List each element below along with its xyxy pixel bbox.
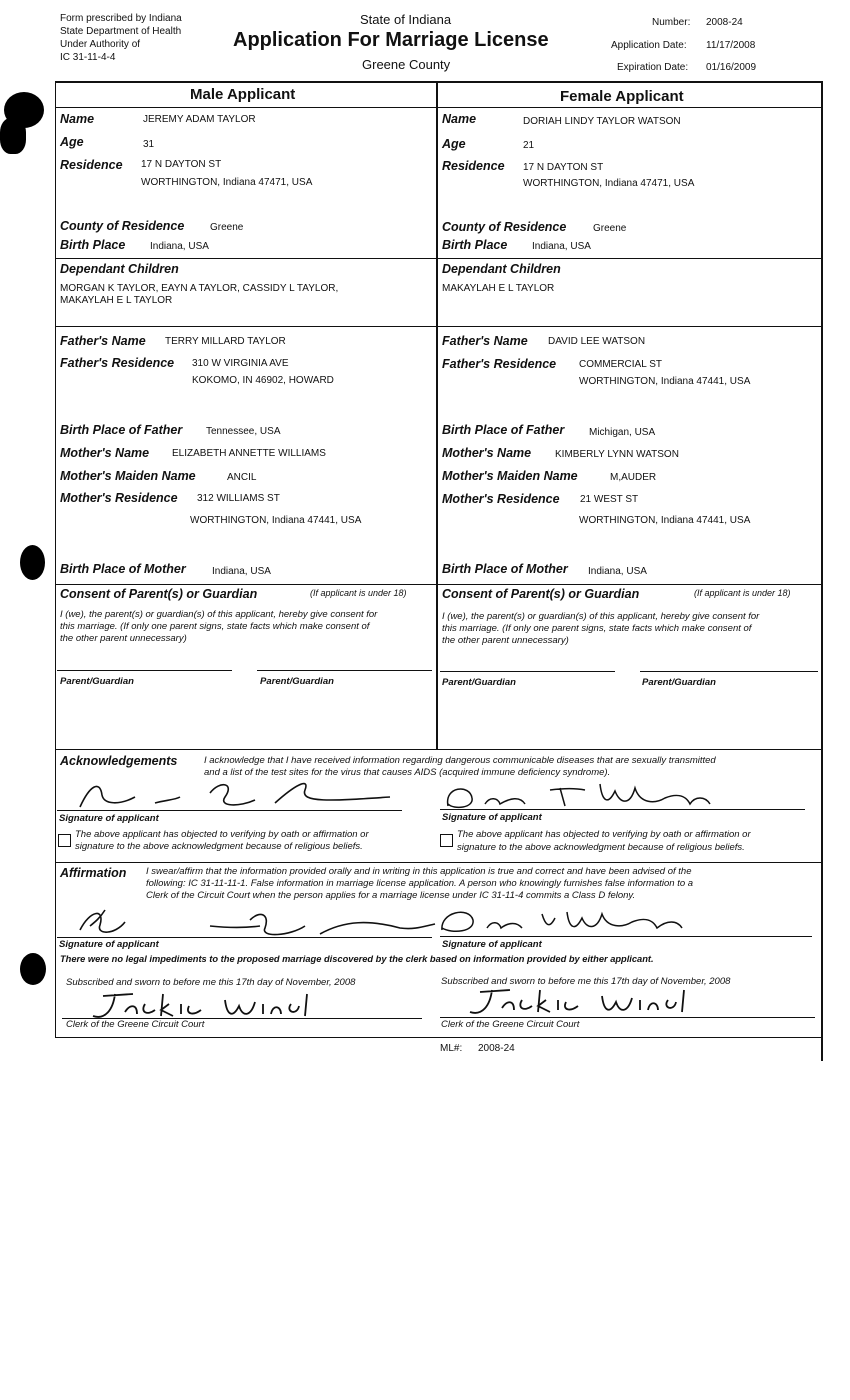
appdate-label: Application Date: — [611, 40, 687, 51]
male-consent-text-2: this marriage. (If only one parent signs, state facts which make consent of — [60, 621, 370, 632]
male-consent-text-3: the other parent unnecessary) — [60, 633, 187, 644]
male-guardian-label-1: Parent/Guardian — [60, 676, 134, 687]
female-father-birth-label: Birth Place of Father — [442, 423, 565, 437]
male-father-res-line1: 310 W VIRGINIA AVE — [192, 358, 289, 369]
ack-title: Acknowledgements — [60, 754, 178, 768]
female-maiden-value: M,AUDER — [610, 472, 657, 483]
male-mother-label: Mother's Name — [60, 446, 150, 460]
prescribed-line-2: State Department of Health — [60, 26, 182, 37]
male-affirm-sig-label: Signature of applicant — [59, 939, 159, 950]
female-mother-res-line2: WORTHINGTON, Indiana 47441, USA — [579, 515, 751, 526]
female-father-res-line2: WORTHINGTON, Indiana 47441, USA — [579, 376, 751, 387]
male-header: Male Applicant — [190, 86, 296, 103]
rule-under-headers — [55, 107, 823, 108]
male-mother-res-line1: 312 WILLIAMS ST — [197, 493, 280, 504]
female-affirm-sig-label: Signature of applicant — [442, 939, 542, 950]
female-guardian-line-2[interactable] — [640, 671, 818, 672]
female-father-label: Father's Name — [442, 334, 528, 348]
ack-text-1: I acknowledge that I have received information regarding dangerous communicable diseases that are sexually transmitted — [204, 755, 716, 766]
female-clerk-line[interactable] — [440, 1017, 815, 1018]
female-age-label: Age — [442, 137, 466, 151]
male-residence-line2: WORTHINGTON, Indiana 47471, USA — [141, 177, 313, 188]
female-residence-label: Residence — [442, 159, 505, 173]
affirm-text-2: following: IC 31-11-11-1. False information in marriage license application. A person who knowingly furnishes false information to a — [146, 878, 694, 889]
female-ack-sig-label: Signature of applicant — [442, 812, 542, 823]
female-county-label: County of Residence — [442, 220, 567, 234]
male-objected-checkbox[interactable] — [58, 834, 71, 847]
scan-blob-4 — [20, 953, 46, 985]
male-mother-birth-label: Birth Place of Mother — [60, 562, 186, 576]
column-divider — [436, 81, 438, 750]
male-ack-sig-line[interactable] — [57, 810, 402, 811]
male-birth-value: Indiana, USA — [150, 241, 209, 252]
affirm-text-3: Clerk of the Circuit Court when the person applies for a marriage license under IC 31-11-4 commits a Class D felony. — [146, 890, 636, 901]
female-objected-text-1: The above applicant has objected to verifying by oath or affirmation or — [457, 829, 751, 840]
female-consent-text-3: the other parent unnecessary) — [442, 635, 569, 646]
male-father-birth-label: Birth Place of Father — [60, 423, 183, 437]
female-clerk-signature — [462, 986, 702, 1020]
female-maiden-label: Mother's Maiden Name — [442, 469, 578, 483]
female-mother-value: KIMBERLY LYNN WATSON — [555, 449, 679, 460]
male-ack-sig-label: Signature of applicant — [59, 813, 159, 824]
number-label: Number: — [652, 17, 691, 28]
expdate-label: Expiration Date: — [617, 62, 689, 73]
scan-blob-3 — [20, 545, 45, 580]
male-guardian-line-1[interactable] — [57, 670, 232, 671]
female-age-value: 21 — [523, 140, 535, 151]
male-county-label: County of Residence — [60, 219, 185, 233]
female-objected-text-2: signature to the above acknowledgment because of religious beliefs. — [457, 842, 745, 853]
prescribed-block — [60, 12, 182, 64]
male-father-label: Father's Name — [60, 334, 146, 348]
male-mother-res-line2: WORTHINGTON, Indiana 47441, USA — [190, 515, 362, 526]
female-consent-under18: (If applicant is under 18) — [694, 588, 791, 598]
male-father-birth-value: Tennessee, USA — [206, 426, 281, 437]
male-county-value: Greene — [210, 222, 244, 233]
male-objected-text-1: The above applicant has objected to verifying by oath or affirmation or — [75, 829, 369, 840]
rule-before-consent — [55, 584, 823, 585]
male-objected-text-2: signature to the above acknowledgment because of religious beliefs. — [75, 841, 363, 852]
female-mother-label: Mother's Name — [442, 446, 532, 460]
female-birth-value: Indiana, USA — [532, 241, 591, 252]
female-consent-text-1: I (we), the parent(s) or guardian(s) of this applicant, hereby give consent for — [442, 611, 760, 622]
male-father-res-label: Father's Residence — [60, 356, 175, 370]
male-residence-label: Residence — [60, 158, 123, 172]
form-right-rule — [821, 81, 823, 1061]
female-header: Female Applicant — [560, 88, 684, 105]
male-mother-res-label: Mother's Residence — [60, 491, 178, 505]
affirm-text-1: I swear/affirm that the information provided orally and in writing in this application is true and correct and have been advised of the — [146, 866, 692, 877]
male-children-line2: MAKAYLAH E L TAYLOR — [60, 295, 173, 306]
appdate-value: 11/17/2008 — [706, 40, 756, 51]
form-top-rule — [55, 81, 823, 83]
county-label: Greene County — [362, 57, 451, 72]
ack-text-2: and a list of the test sites for the virus that causes AIDS (acquired immune deficiency syndrome). — [204, 767, 611, 778]
state-label: State of Indiana — [360, 12, 452, 27]
affirm-title: Affirmation — [60, 866, 127, 880]
female-mother-birth-value: Indiana, USA — [588, 566, 647, 577]
male-consent-under18: (If applicant is under 18) — [310, 588, 407, 598]
male-mother-value: ELIZABETH ANNETTE WILLIAMS — [172, 448, 326, 459]
scan-blob-2 — [0, 118, 26, 154]
male-father-res-line2: KOKOMO, IN 46902, HOWARD — [192, 375, 334, 386]
page-title: Application For Marriage License — [233, 29, 549, 51]
female-children-line1: MAKAYLAH E L TAYLOR — [442, 283, 555, 294]
male-name-label: Name — [60, 112, 95, 126]
male-name-value: JEREMY ADAM TAYLOR — [143, 114, 256, 125]
ml-value: 2008-24 — [478, 1043, 515, 1054]
male-sworn-text: Subscribed and sworn to before me this 17th day of November, 2008 — [66, 977, 356, 988]
male-age-value: 31 — [143, 139, 155, 150]
female-children-label: Dependant Children — [442, 262, 561, 276]
male-maiden-label: Mother's Maiden Name — [60, 469, 196, 483]
female-name-label: Name — [442, 112, 477, 126]
male-consent-text — [60, 609, 377, 645]
male-clerk-label: Clerk of the Greene Circuit Court — [66, 1019, 205, 1030]
female-clerk-label: Clerk of the Greene Circuit Court — [441, 1019, 580, 1030]
male-age-label: Age — [60, 135, 84, 149]
female-mother-res-line1: 21 WEST ST — [580, 494, 639, 505]
female-consent-text-2: this marriage. (If only one parent signs, state facts which make consent of — [442, 623, 752, 634]
female-name-value: DORIAH LINDY TAYLOR WATSON — [523, 116, 681, 127]
female-father-res-label: Father's Residence — [442, 357, 557, 371]
female-affirm-sig-line[interactable] — [440, 936, 812, 937]
female-county-value: Greene — [593, 223, 627, 234]
male-maiden-value: ANCIL — [227, 472, 257, 483]
female-father-birth-value: Michigan, USA — [589, 427, 656, 438]
female-birth-label: Birth Place — [442, 238, 508, 252]
female-father-value: DAVID LEE WATSON — [548, 336, 646, 347]
male-father-value: TERRY MILLARD TAYLOR — [165, 336, 286, 347]
male-children-label: Dependant Children — [60, 262, 179, 276]
female-father-res-line1: COMMERCIAL ST — [579, 359, 662, 370]
female-guardian-line-1[interactable] — [440, 671, 615, 672]
expdate-value: 01/16/2009 — [706, 62, 757, 73]
no-impediments-text: There were no legal impediments to the proposed marriage discovered by the clerk based on information provided by either applicant. — [60, 954, 654, 964]
female-signature-affirm — [437, 900, 727, 940]
ml-label: ML#: — [440, 1043, 463, 1054]
female-residence-line1: 17 N DAYTON ST — [523, 162, 604, 173]
female-sworn-text: Subscribed and sworn to before me this 17th day of November, 2008 — [441, 976, 731, 987]
male-guardian-label-2: Parent/Guardian — [260, 676, 334, 687]
male-birth-label: Birth Place — [60, 238, 126, 252]
female-consent-text — [442, 611, 759, 647]
male-signature-ack — [60, 775, 410, 815]
male-residence-line1: 17 N DAYTON ST — [141, 159, 222, 170]
rule-before-children — [55, 258, 823, 259]
prescribed-line-4: IC 31-11-4-4 — [60, 52, 116, 63]
female-guardian-label-1: Parent/Guardian — [442, 677, 516, 688]
male-affirm-sig-line[interactable] — [57, 937, 432, 938]
female-guardian-label-2: Parent/Guardian — [642, 677, 716, 688]
female-objected-checkbox[interactable] — [440, 834, 453, 847]
male-guardian-line-2[interactable] — [257, 670, 432, 671]
female-residence-line2: WORTHINGTON, Indiana 47471, USA — [523, 178, 695, 189]
female-mother-res-label: Mother's Residence — [442, 492, 560, 506]
male-mother-birth-value: Indiana, USA — [212, 566, 271, 577]
prescribed-line-3: Under Authority of — [60, 39, 141, 50]
prescribed-line-1: Form prescribed by Indiana — [60, 13, 182, 24]
male-children-line1: MORGAN K TAYLOR, EAYN A TAYLOR, CASSIDY L TAYLOR, — [60, 283, 339, 294]
female-ack-sig-line[interactable] — [440, 809, 805, 810]
rule-before-affirm — [55, 862, 823, 863]
female-consent-label: Consent of Parent(s) or Guardian — [442, 587, 640, 601]
rule-after-children — [55, 326, 823, 327]
male-consent-label: Consent of Parent(s) or Guardian — [60, 587, 258, 601]
number-value: 2008-24 — [706, 17, 743, 28]
male-consent-text-1: I (we), the parent(s) or guardian(s) of this applicant, hereby give consent for — [60, 609, 378, 620]
rule-before-ack — [55, 749, 823, 750]
female-mother-birth-label: Birth Place of Mother — [442, 562, 568, 576]
